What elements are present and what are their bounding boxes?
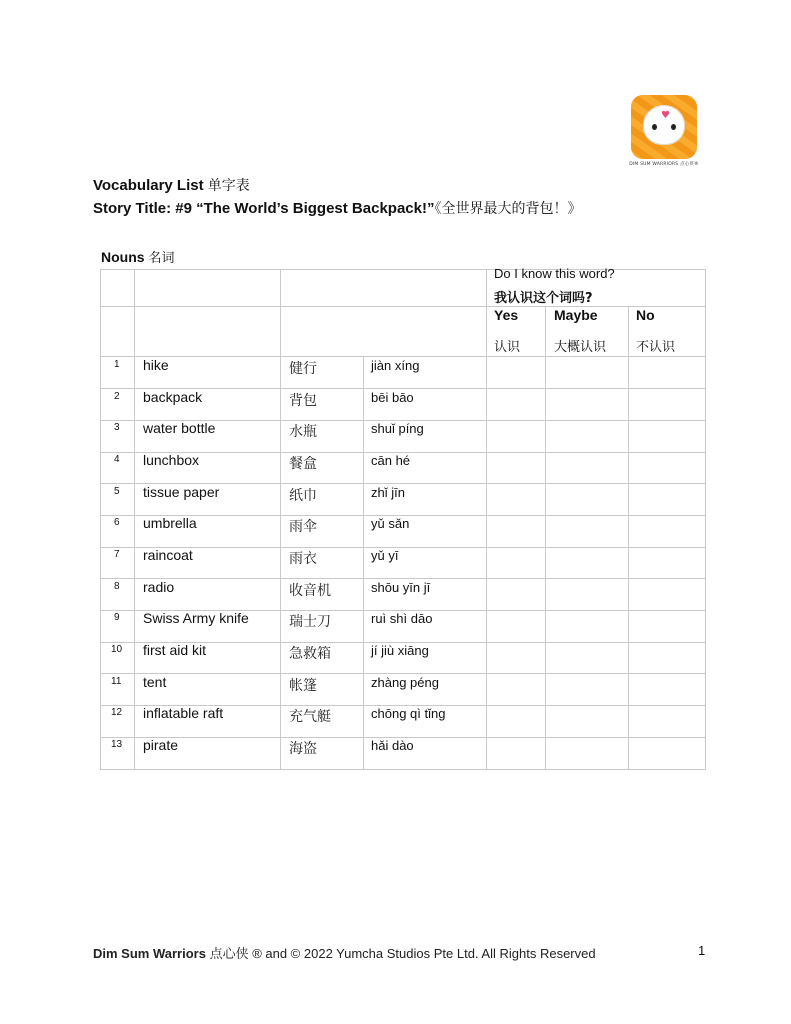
page-number: 1 <box>698 943 706 958</box>
logo-caption: DIM SUM WARRIORS 点心侠® <box>629 162 699 167</box>
section-label-chinese: 名词 <box>148 251 175 266</box>
row-number: 7 <box>114 549 120 560</box>
row-number: 5 <box>114 486 120 497</box>
dim-sum-warriors-logo <box>631 95 697 159</box>
title-chinese: 单字表 <box>207 178 250 194</box>
story-title <box>93 198 581 218</box>
table-border <box>280 269 281 769</box>
english-word: radio <box>143 579 175 595</box>
pinyin: hǎi dào <box>371 738 414 753</box>
pinyin: shuǐ píng <box>371 421 424 436</box>
table-border <box>100 269 101 769</box>
table-border <box>100 578 706 579</box>
english-word: first aid kit <box>143 642 207 658</box>
footer-rights: ® and © 2022 Yumcha Studios Pte Ltd. All Rights Reserved <box>248 946 596 961</box>
english-word: backpack <box>143 389 203 405</box>
chinese-word: 水瓶 <box>289 424 317 440</box>
option-maybe-label: Maybe <box>554 307 598 323</box>
row-number: 6 <box>114 517 120 528</box>
pinyin: jí jiù xiāng <box>371 643 429 658</box>
row-number: 13 <box>111 739 123 750</box>
row-number: 3 <box>114 422 120 433</box>
chinese-word: 帐篷 <box>289 678 317 694</box>
pinyin: bēi bāo <box>371 390 414 405</box>
english-word: lunchbox <box>143 452 200 468</box>
table-border <box>100 306 706 307</box>
question-english: Do I know this word? <box>494 266 615 281</box>
table-border <box>705 269 706 769</box>
chinese-word: 收音机 <box>289 583 331 599</box>
chinese-word: 充气艇 <box>289 709 331 725</box>
left-eye-icon <box>652 124 657 130</box>
story-title-english: Story Title: #9 “The World’s Biggest Backpack!” <box>93 200 435 217</box>
pinyin: zhàng péng <box>371 675 439 690</box>
option-no-chinese: 不认识 <box>636 340 676 355</box>
table-border <box>100 769 706 770</box>
chinese-word: 瑞士刀 <box>289 614 331 630</box>
chinese-word: 海盗 <box>289 741 317 757</box>
footer-brand: Dim Sum Warriors <box>93 946 206 961</box>
english-word: tissue paper <box>143 484 220 500</box>
table-border <box>363 356 364 769</box>
pinyin: zhǐ jīn <box>371 485 405 500</box>
row-number: 4 <box>114 454 120 465</box>
english-word: raincoat <box>143 547 193 563</box>
pinyin: jiàn xíng <box>371 358 420 373</box>
heart-icon: ♥ <box>661 110 670 121</box>
question-chinese: 我认识这个词吗? <box>494 291 593 306</box>
footer-brand-chinese: 点心侠 <box>209 947 249 962</box>
chinese-word: 急救箱 <box>289 646 331 662</box>
chinese-word: 雨伞 <box>289 519 317 535</box>
title-english: Vocabulary List <box>93 177 204 194</box>
chinese-word: 健行 <box>289 361 317 377</box>
row-number: 10 <box>111 644 123 655</box>
pinyin: yǔ yī <box>371 548 399 563</box>
table-border <box>100 673 706 674</box>
chinese-word: 纸巾 <box>289 488 317 504</box>
option-yes-label: Yes <box>494 307 519 323</box>
row-number: 9 <box>114 612 120 623</box>
english-word: tent <box>143 674 167 690</box>
table-border <box>134 269 135 769</box>
pinyin: cān hé <box>371 453 411 468</box>
english-word: inflatable raft <box>143 705 224 721</box>
chinese-word: 雨衣 <box>289 551 317 567</box>
row-number: 12 <box>111 707 123 718</box>
vocabulary-list-title <box>93 175 250 195</box>
row-number: 11 <box>111 676 122 687</box>
section-label-english: Nouns <box>101 249 145 265</box>
pinyin: yǔ sǎn <box>371 516 410 531</box>
table-border <box>100 269 706 270</box>
row-number: 2 <box>114 391 120 402</box>
table-border <box>545 306 546 769</box>
table-border <box>628 306 629 769</box>
pinyin: ruì shì dāo <box>371 611 433 626</box>
section-heading-nouns <box>101 247 174 266</box>
option-yes-chinese: 认识 <box>494 340 521 355</box>
chinese-word: 餐盒 <box>289 456 317 472</box>
option-no-label: No <box>636 307 655 323</box>
english-word: water bottle <box>143 420 216 436</box>
table-border <box>100 356 706 357</box>
row-number: 1 <box>114 359 120 370</box>
pinyin: chōng qì tǐng <box>371 706 446 721</box>
option-maybe-chinese: 大概认识 <box>554 340 607 355</box>
dim-sum-bun-icon <box>643 105 685 145</box>
table-border <box>486 269 487 769</box>
row-number: 8 <box>114 581 120 592</box>
story-title-chinese: 《全世界最大的背包！》 <box>434 201 582 217</box>
english-word: pirate <box>143 737 179 753</box>
right-eye-icon <box>671 124 676 130</box>
english-word: hike <box>143 357 169 373</box>
chinese-word: 背包 <box>289 393 317 409</box>
english-word: Swiss Army knife <box>143 610 249 626</box>
pinyin: shōu yīn jī <box>371 580 431 595</box>
copyright-footer <box>93 943 596 962</box>
english-word: umbrella <box>143 515 197 531</box>
